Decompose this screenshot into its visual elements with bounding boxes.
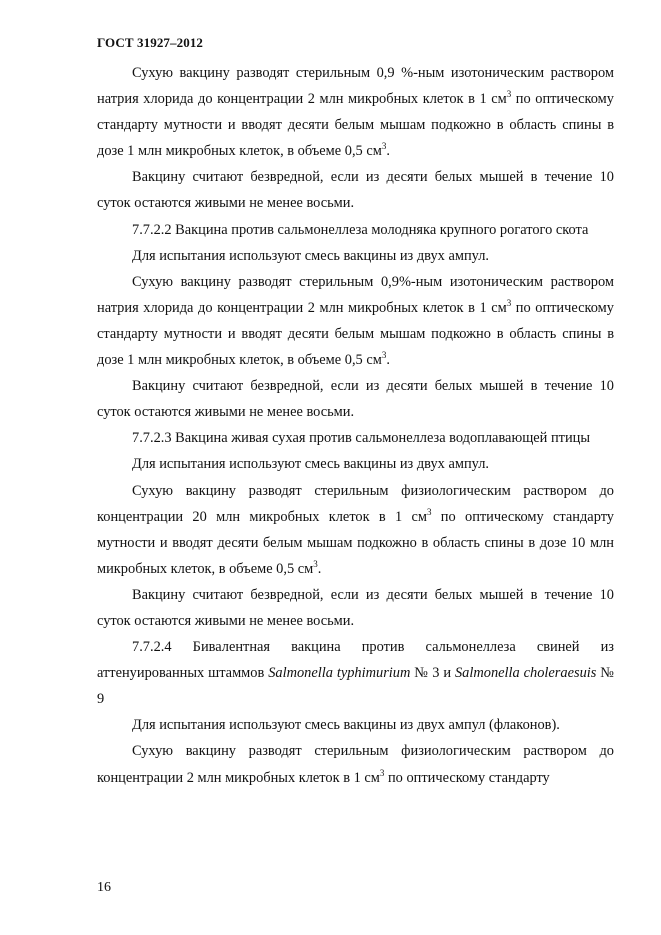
text-run: Вакцину считают безвредной, если из десяти белых мышей в течение 10 суток остаются живыми не менее восьми. <box>97 169 614 212</box>
paragraph <box>97 738 614 790</box>
document-body <box>97 60 614 791</box>
italic-text: Salmonella choleraesuis <box>454 665 597 682</box>
text-run: по оптическому стандарту <box>384 769 550 786</box>
paragraph <box>97 269 614 373</box>
paragraph <box>97 712 614 738</box>
superscript: 3 <box>313 558 318 569</box>
paragraph <box>97 217 614 243</box>
superscript: 3 <box>506 89 512 100</box>
text-run: Для испытания используют смесь вакцины из двух ампул. <box>132 456 489 473</box>
text-run: по оптическому стандарту мутности и вводят десяти белым мышам подкожно в область спины в дозе 1 млн микробных клеток, в объеме 0,5 см <box>97 299 614 369</box>
text-run: Вакцину считают безвредной, если из десяти белых мышей в течение 10 суток остаются живыми не менее восьми. <box>97 586 614 629</box>
text-run: . <box>317 560 322 577</box>
text-run: Сухую вакцину разводят стерильным 0,9%-ным изотоническим раствором натрия хлорида до концентрации 2 млн микробных клеток в 1 см <box>97 273 614 316</box>
paragraph <box>97 425 614 451</box>
text-run: 7.7.2.3 Вакцина живая сухая против сальмонеллеза водоплавающей птицы <box>132 430 591 447</box>
text-run: Для испытания используют смесь вакцины из двух ампул. <box>132 247 489 264</box>
document-header: ГОСТ 31927–2012 <box>97 35 204 50</box>
text-run: Сухую вакцину разводят стерильным 0,9 %-ным изотоническим раствором натрия хлорида до концентрации 2 млн микробных клеток в 1 см <box>97 65 614 108</box>
superscript: 3 <box>427 506 432 517</box>
paragraph <box>97 243 614 269</box>
text-run: . <box>386 143 390 160</box>
text-run: № 9 <box>97 665 615 708</box>
text-run: Вакцину считают безвредной, если из десяти белых мышей в течение 10 суток остаются живыми не менее восьми. <box>97 378 614 421</box>
text-run: по оптическому стандарту мутности и вводят десяти белым мышам подкожно в область спины в дозе 10 млн микробных клеток, в объеме 0,5 см <box>97 508 614 577</box>
superscript: 3 <box>381 141 387 152</box>
paragraph <box>97 60 614 164</box>
superscript: 3 <box>379 767 385 778</box>
paragraph <box>97 582 614 634</box>
text-run: Сухую вакцину разводят стерильным физиологическим раствором до концентрации 2 млн микробных клеток в 1 см <box>97 743 614 786</box>
page-number: 16 <box>97 880 111 895</box>
text-run: 7.7.2.2 Вакцина против сальмонеллеза молодняка крупного рогатого скота <box>132 221 589 238</box>
paragraph <box>97 451 614 477</box>
superscript: 3 <box>506 297 512 308</box>
text-run: № 3 и <box>410 665 455 682</box>
paragraph <box>97 164 614 216</box>
text-run: 7.7.2.4 Бивалентная вакцина против сальмонеллеза свиней из аттенуированных штаммов <box>97 639 614 682</box>
paragraph <box>97 634 614 712</box>
text-run: . <box>386 352 390 369</box>
paragraph <box>97 373 614 425</box>
text-run: по оптическому стандарту мутности и вводят десяти белым мышам подкожно в область спины в дозе 1 млн микробных клеток, в объеме 0,5 см <box>97 91 614 160</box>
superscript: 3 <box>381 350 387 361</box>
paragraph <box>97 478 614 582</box>
text-run: Для испытания используют смесь вакцины из двух ампул (флаконов). <box>132 717 560 734</box>
italic-text: Salmonella typhimurium <box>268 665 411 682</box>
text-run: Сухую вакцину разводят стерильным физиологическим раствором до концентрации 20 млн микробных клеток в 1 см <box>97 482 614 525</box>
